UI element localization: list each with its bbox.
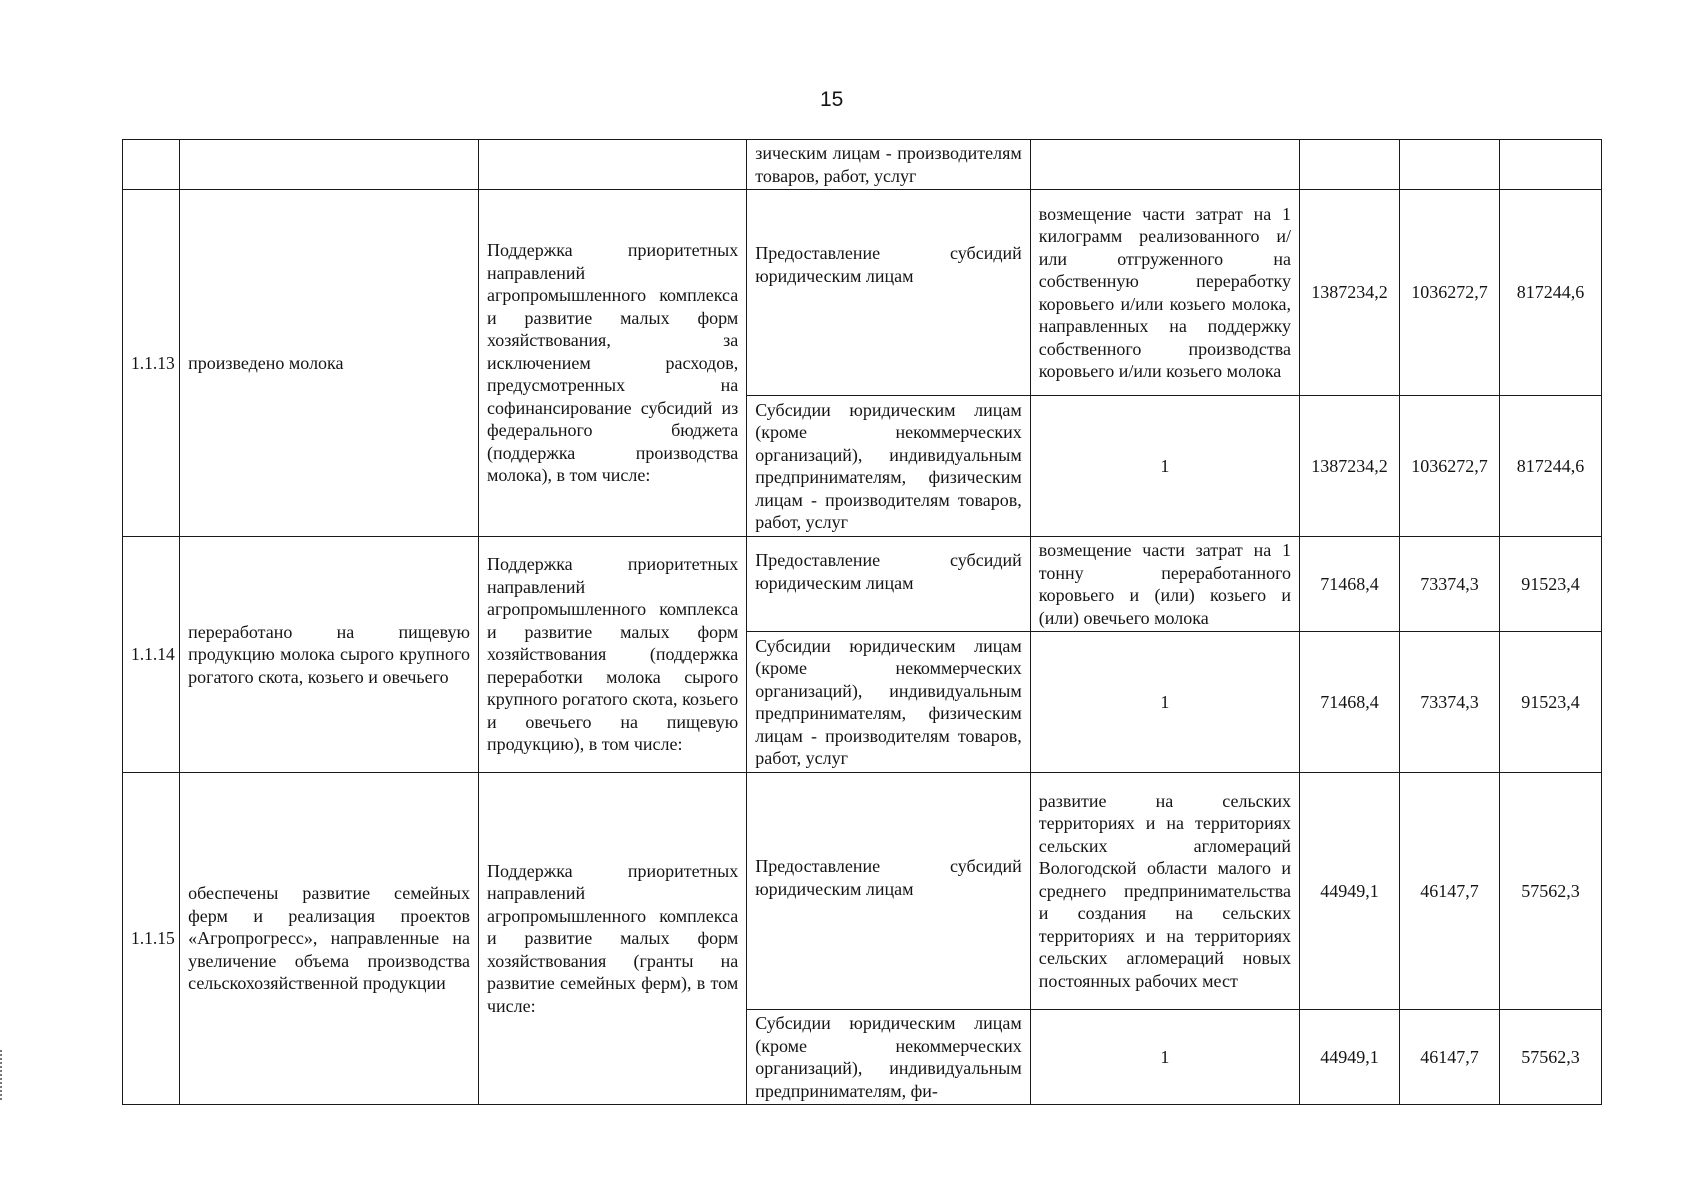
value-2: 1036272,7 — [1399, 190, 1499, 396]
value-1: 71468,4 — [1300, 537, 1400, 632]
value-cell-3 — [1499, 140, 1601, 190]
subsidy-table — [122, 139, 1602, 1105]
value-3: 57562,3 — [1499, 773, 1601, 1010]
value-3: 57562,3 — [1499, 1010, 1601, 1105]
subsidy-type-text: Субсидии юридическим лицам (кроме некоммерческих организаций), индивидуальным предпринимателям, физическим лицам - производителям товаров, работ, услуг — [747, 396, 1031, 537]
value-2: 73374,3 — [1399, 537, 1499, 632]
scan-margin-marks — [0, 1050, 6, 1100]
subsidy-type-text: Субсидии юридическим лицам (кроме некоммерческих организаций), индивидуальным предпринимателям, фи- — [747, 1010, 1031, 1105]
table-row-1-1-15-a — [123, 773, 1602, 1010]
direction-text: Поддержка приоритетных направлений агропромышленного комплекса и развитие малых форм хозяйствования (гранты на развитие семейных ферм), в том числе: — [478, 773, 746, 1105]
value-3: 817244,6 — [1499, 190, 1601, 396]
table-row-continuation — [123, 140, 1602, 190]
result-text: переработано на пищевую продукцию молока сырого крупного рогатого скота, козьего и овечьего — [180, 537, 479, 773]
value-1: 1387234,2 — [1300, 396, 1400, 537]
purpose-cell — [1030, 140, 1299, 190]
value-cell-2 — [1399, 140, 1499, 190]
value-3: 817244,6 — [1499, 396, 1601, 537]
purpose-text: возмещение части затрат на 1 тонну переработанного коровьего и (или) козьего и (или) овечьего молока — [1030, 537, 1299, 632]
result-text: обеспечены развитие семейных ферм и реализация проектов «Агропрогресс», направленные на увеличение объема производства сельскохозяйственной продукции — [180, 773, 479, 1105]
page-number: 15 — [820, 88, 844, 111]
direction-text: Поддержка приоритетных направлений агропромышленного комплекса и развитие малых форм хозяйствования, за исключением расходов, предусмотренных на софинансирование субсидий из федерального бюджета (поддержка производства молока), в том числе: — [478, 190, 746, 537]
value-2: 73374,3 — [1399, 632, 1499, 773]
subsidy-type-text: Предоставление субсидий юридическим лицам — [747, 190, 1031, 396]
purpose-text: развитие на сельских территориях и на территориях сельских агломераций Вологодской области малого и среднего предпринимательства и создания на сельских территориях и на территориях сельских агломераций новых постоянных рабочих мест — [1030, 773, 1299, 1010]
value-1: 71468,4 — [1300, 632, 1400, 773]
subsidy-type-cell: зическим лицам - производителям товаров, работ, услуг — [747, 140, 1031, 190]
value-2: 46147,7 — [1399, 773, 1499, 1010]
purpose-text: 1 — [1030, 396, 1299, 537]
value-1: 44949,1 — [1300, 773, 1400, 1010]
result-text: произведено молока — [180, 190, 479, 537]
value-2: 1036272,7 — [1399, 396, 1499, 537]
value-3: 91523,4 — [1499, 537, 1601, 632]
table-row-1-1-13-a — [123, 190, 1602, 396]
code-cell — [123, 140, 180, 190]
purpose-text: 1 — [1030, 632, 1299, 773]
subsidy-type-text: Субсидии юридическим лицам (кроме некоммерческих организаций), индивидуальным предпринимателям, физическим лицам - производителям товаров, работ, услуг — [747, 632, 1031, 773]
purpose-text: 1 — [1030, 1010, 1299, 1105]
purpose-text: возмещение части затрат на 1 килограмм реализованного и/или отгруженного на собственную переработку коровьего и/или козьего молока, направленных на поддержку собственного производства коровьего и/или козьего молока — [1030, 190, 1299, 396]
value-2: 46147,7 — [1399, 1010, 1499, 1105]
item-code: 1.1.13 — [123, 190, 180, 537]
result-cell — [180, 140, 479, 190]
item-code: 1.1.15 — [123, 773, 180, 1105]
item-code: 1.1.14 — [123, 537, 180, 773]
direction-text: Поддержка приоритетных направлений агропромышленного комплекса и развитие малых форм хозяйствования (поддержка переработки молока сырого крупного рогатого скота, козьего и овечьего на пищевую продукцию), в том числе: — [478, 537, 746, 773]
value-cell-1 — [1300, 140, 1400, 190]
subsidy-type-text: Предоставление субсидий юридическим лицам — [747, 773, 1031, 1010]
value-1: 1387234,2 — [1300, 190, 1400, 396]
value-3: 91523,4 — [1499, 632, 1601, 773]
direction-cell — [478, 140, 746, 190]
table-row-1-1-14-a — [123, 537, 1602, 632]
value-1: 44949,1 — [1300, 1010, 1400, 1105]
subsidy-type-text: Предоставление субсидий юридическим лицам — [747, 537, 1031, 632]
